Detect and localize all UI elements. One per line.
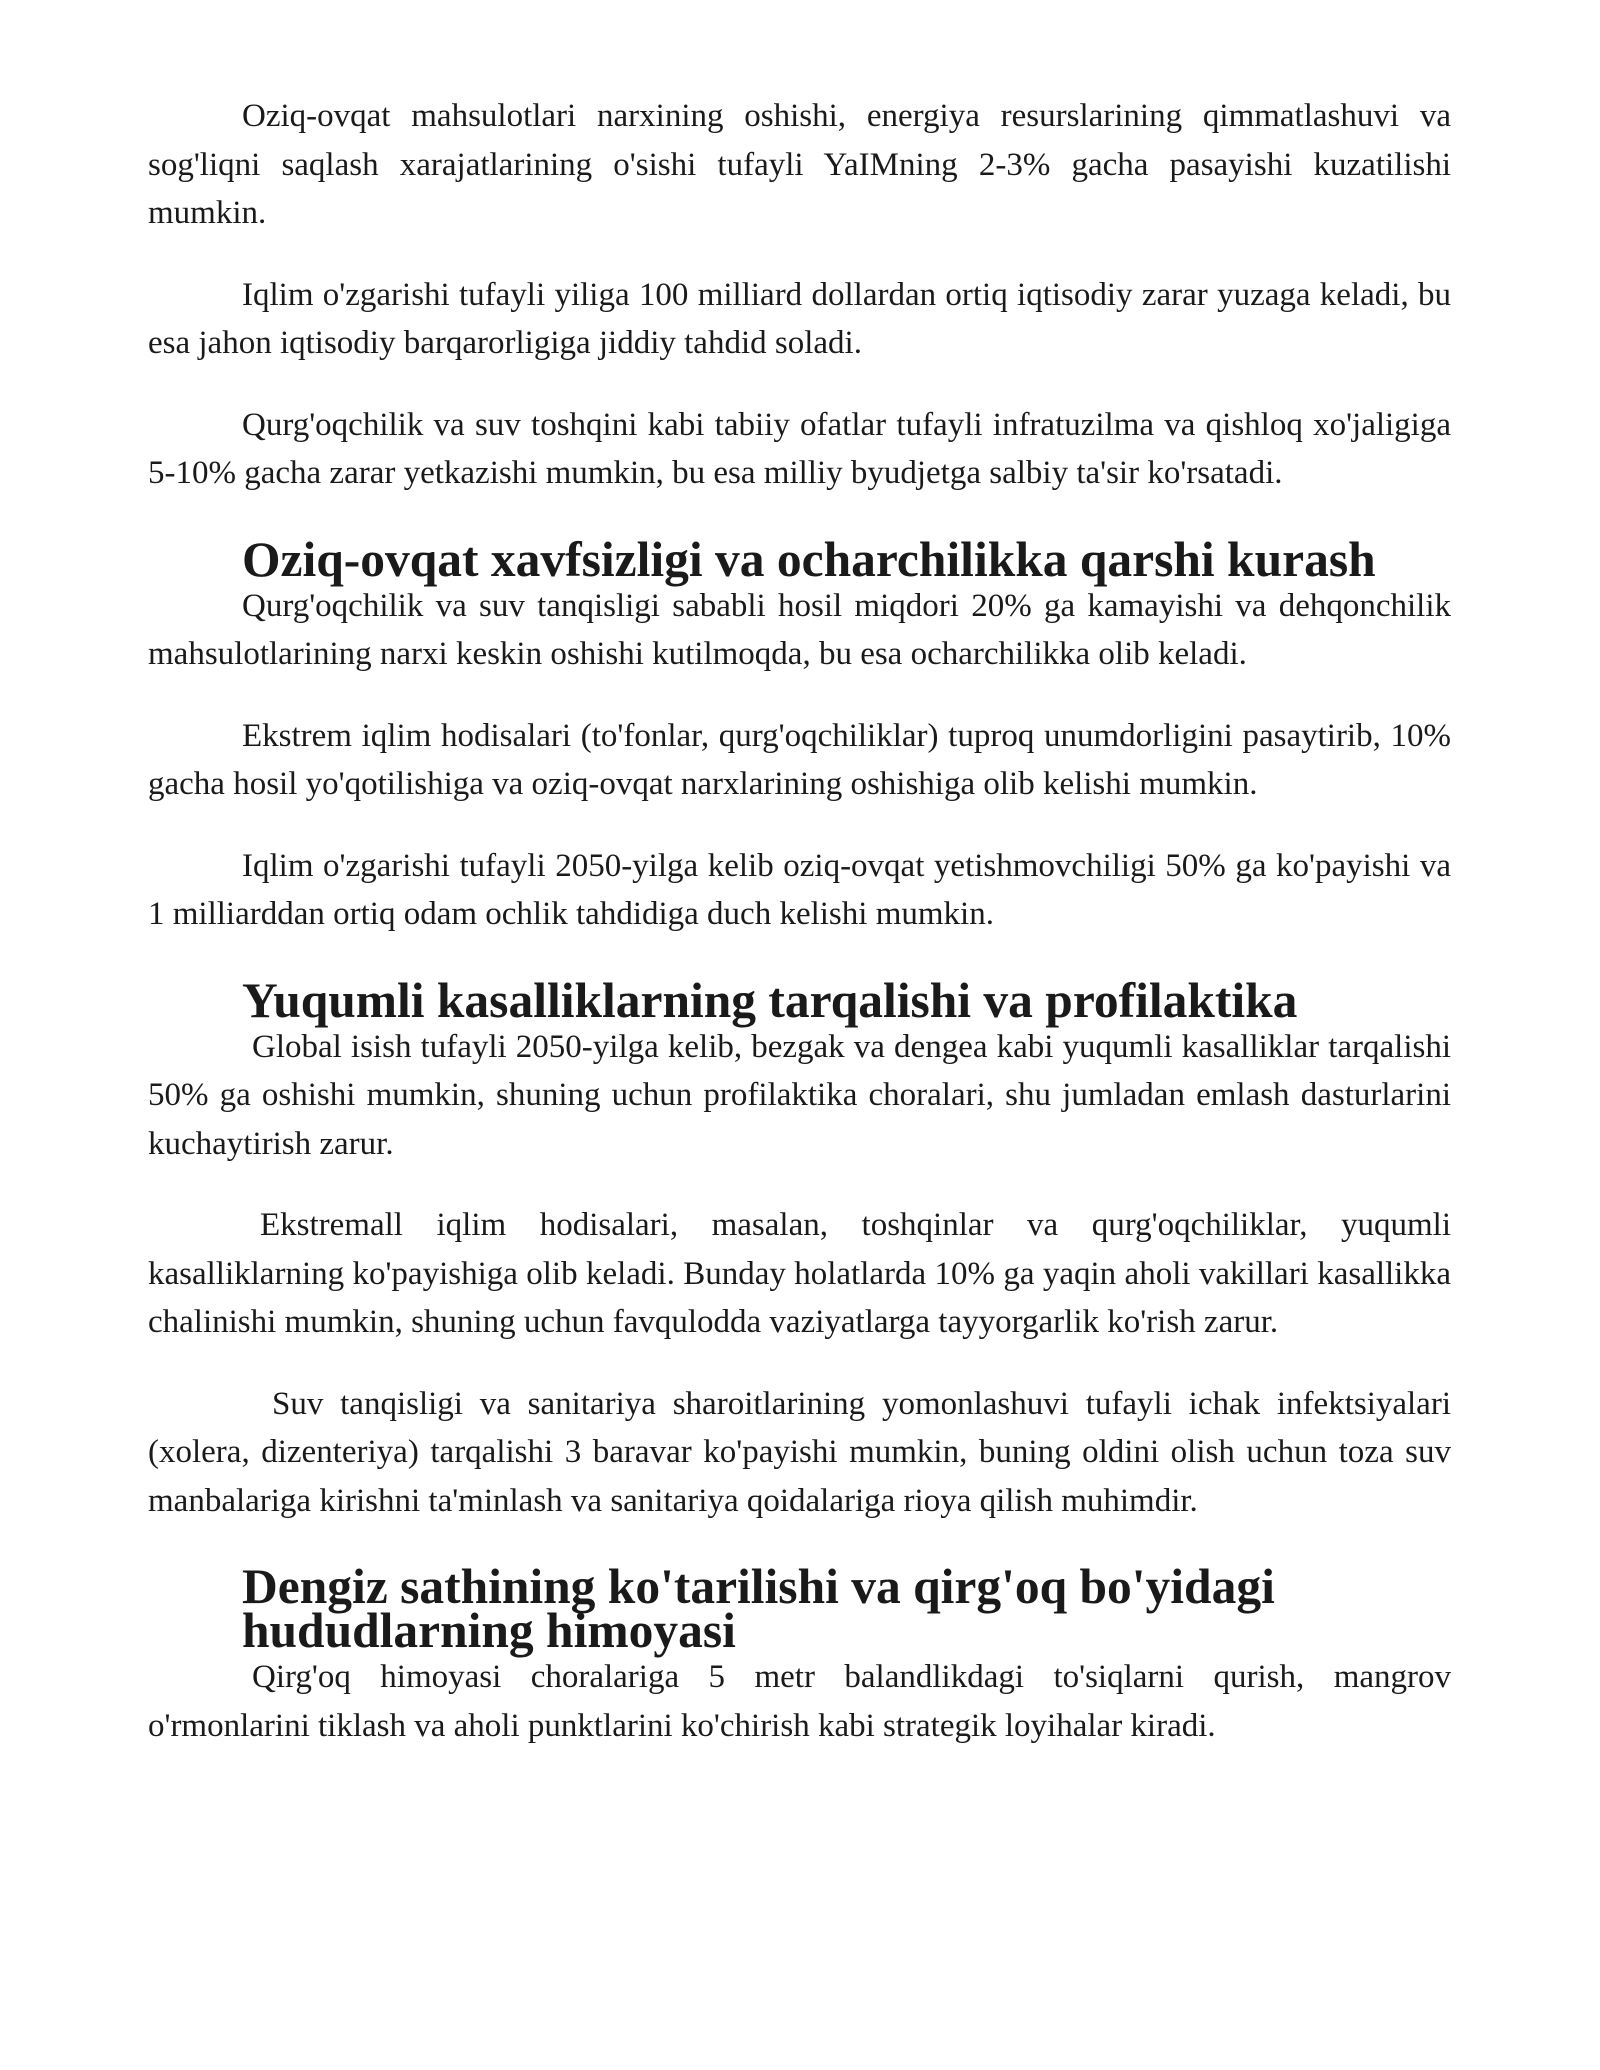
paragraph-extreme-events-diseases: Ekstremall iqlim hodisalari, masalan, toshqinlar va qurg'oqchiliklar, yuqumli kasalliklarning ko'payishiga olib keladi. Bunday holatlarda 10% ga yaqin aholi vakillari kasallikka chalinishi mumkin, shuning uchun favqulodda vaziyatlarga tayyorgarlik ko'rish zarur. [148, 1207, 1451, 1340]
paragraph-global-warming-diseases: Global isish tufayli 2050-yilga kelib, bezgak va dengea kabi yuqumli kasalliklar tarqalishi 50% ga oshishi mumkin, shuning uchun profilaktika choralari, shu jumladan emlash dasturlarini kuchaytirish zarur. [148, 1028, 1451, 1162]
paragraph-food-shortage: Iqlim o'zgarishi tufayli 2050-yilga kelib oziq-ovqat yetishmovchiligi 50% ga ko'payishi va 1 milliarddan ortiq odam ochlik tahdidiga duch kelishi mumkin. [148, 847, 1451, 932]
paragraph-water-scarcity: Suv tanqisligi va sanitariya sharoitlarining yomonlashuvi tufayli ichak infektsiyalari (xolera, dizenteriya) tarqalishi 3 baravar ko'payishi mumkin, buning oldini olish uchun toza suv manbalariga kirishni ta'minlash va sanitariya qoidalariga rioya qilish muhimdir. [148, 1385, 1451, 1519]
document-page [148, 92, 1451, 1750]
heading-infectious-diseases: Yuqumli kasalliklarning tarqalishi va profilaktika [242, 972, 1298, 1028]
heading-sea-level: Dengiz sathining ko'tarilishi va qirg'oq bo'yidagi hududlarning himoyasi [242, 1559, 1275, 1658]
paragraph-gdp-decline: Oziq-ovqat mahsulotlari narxining oshishi, energiya resurslarining qimmatlashuvi va sog'liqni saqlash xarajatlarining o'sishi tufayli YaIMning 2-3% gacha pasayishi kuzatilishi mumkin. [148, 98, 1451, 231]
paragraph-coastal-protection: Qirg'oq himoyasi choralariga 5 metr balandlikdagi to'siqlarni qurish, mangrov o'rmonlarini tiklash va aholi punktlarini ko'chirish kabi strategik loyihalar kiradi. [148, 1659, 1451, 1744]
paragraph-natural-disasters: Qurg'oqchilik va suv toshqini kabi tabiiy ofatlar tufayli infratuzilma va qishloq xo'jaligiga 5-10% gacha zarar yetkazishi mumkin, bu esa milliy byudjetga salbiy ta'sir ko'rsatadi. [148, 406, 1451, 491]
paragraph-extreme-events: Ekstrem iqlim hodisalari (to'fonlar, qurg'oqchiliklar) tuproq unumdorligini pasaytirib, 10% gacha hosil yo'qotilishiga va oziq-ovqat narxlarining oshishiga olib kelishi mumkin. [148, 717, 1451, 802]
paragraph-economic-damage: Iqlim o'zgarishi tufayli yiliga 100 milliard dollardan ortiq iqtisodiy zarar yuzaga keladi, bu esa jahon iqtisodiy barqarorligiga jiddiy tahdid soladi. [148, 276, 1451, 361]
heading-food-security: Oziq-ovqat xavfsizligi va ocharchilikka qarshi kurash [242, 531, 1376, 587]
paragraph-harvest-decline: Qurg'oqchilik va suv tanqisligi sababli hosil miqdori 20% ga kamayishi va dehqonchilik mahsulotlarining narxi keskin oshishi kutilmoqda, bu esa ocharchilikka olib keladi. [148, 587, 1451, 672]
